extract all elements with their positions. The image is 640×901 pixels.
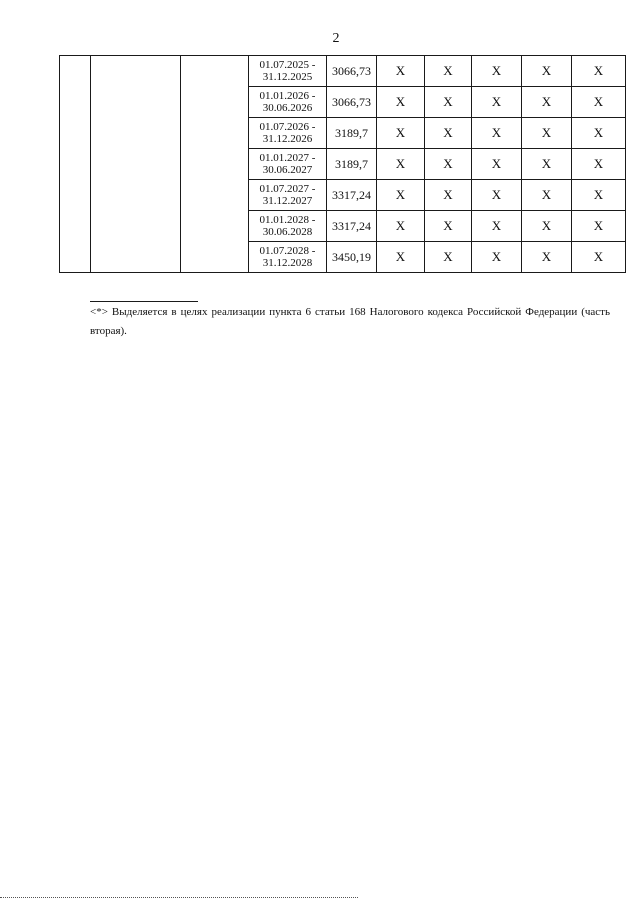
period-end: 30.06.2026: [262, 102, 313, 114]
mark-cell: X: [425, 56, 472, 87]
mark-cell: X: [472, 87, 522, 118]
mark-cell: X: [572, 180, 626, 211]
mark-cell: X: [522, 211, 572, 242]
period-start: 01.01.2026 -: [259, 90, 316, 102]
period-cell: [249, 211, 327, 242]
mark-cell: X: [425, 87, 472, 118]
tariff-value-cell: 3189,7: [327, 149, 377, 180]
blank-cell-3: [181, 56, 249, 273]
mark-cell: X: [522, 242, 572, 273]
tariff-value-cell: 3317,24: [327, 180, 377, 211]
table-row: [60, 56, 626, 87]
period-cell: [249, 56, 327, 87]
blank-cell-1: [60, 56, 91, 273]
mark-cell: X: [472, 56, 522, 87]
mark-cell: X: [472, 149, 522, 180]
table-body: [60, 56, 626, 273]
period-start: 01.07.2028 -: [259, 245, 316, 257]
period-end: 31.12.2027: [262, 195, 313, 207]
mark-cell: X: [377, 149, 425, 180]
period-end: 31.12.2028: [262, 257, 313, 269]
period-end: 31.12.2025: [262, 71, 313, 83]
mark-cell: X: [377, 211, 425, 242]
period-end: 30.06.2028: [262, 226, 313, 238]
mark-cell: X: [472, 118, 522, 149]
mark-cell: X: [522, 87, 572, 118]
mark-cell: X: [425, 180, 472, 211]
mark-cell: X: [522, 118, 572, 149]
footnote-divider: [90, 301, 198, 302]
mark-cell: X: [377, 180, 425, 211]
scan-edge-line: [0, 897, 358, 898]
blank-cell-2: [91, 56, 181, 273]
period-start: 01.01.2028 -: [259, 214, 316, 226]
tariff-table: [59, 55, 626, 273]
mark-cell: X: [377, 242, 425, 273]
mark-cell: X: [472, 180, 522, 211]
period-start: 01.01.2027 -: [259, 152, 316, 164]
mark-cell: X: [572, 56, 626, 87]
period-end: 30.06.2027: [262, 164, 313, 176]
mark-cell: X: [472, 211, 522, 242]
period-end: 31.12.2026: [262, 133, 313, 145]
mark-cell: X: [572, 149, 626, 180]
period-start: 01.07.2026 -: [259, 121, 316, 133]
mark-cell: X: [425, 211, 472, 242]
period-cell: [249, 149, 327, 180]
mark-cell: X: [472, 242, 522, 273]
mark-cell: X: [425, 118, 472, 149]
tariff-value-cell: 3450,19: [327, 242, 377, 273]
mark-cell: X: [572, 87, 626, 118]
footnote-text: <*> Выделяется в целях реализации пункта 6 статьи 168 Налогового кодекса Российской Федерации (часть вторая).: [90, 306, 610, 337]
period-start: 01.07.2025 -: [259, 59, 316, 71]
period-start: 01.07.2027 -: [259, 183, 316, 195]
period-cell: [249, 180, 327, 211]
tariff-value-cell: 3066,73: [327, 87, 377, 118]
mark-cell: X: [572, 242, 626, 273]
tariff-value-cell: 3066,73: [327, 56, 377, 87]
mark-cell: X: [425, 242, 472, 273]
mark-cell: X: [522, 56, 572, 87]
mark-cell: X: [425, 149, 472, 180]
mark-cell: X: [522, 180, 572, 211]
page-number: 2: [332, 31, 340, 46]
mark-cell: X: [377, 56, 425, 87]
mark-cell: X: [377, 118, 425, 149]
mark-cell: X: [522, 149, 572, 180]
mark-cell: X: [377, 87, 425, 118]
period-cell: [249, 87, 327, 118]
tariff-value-cell: 3317,24: [327, 211, 377, 242]
period-cell: [249, 118, 327, 149]
mark-cell: X: [572, 118, 626, 149]
mark-cell: X: [572, 211, 626, 242]
tariff-value-cell: 3189,7: [327, 118, 377, 149]
period-cell: [249, 242, 327, 273]
